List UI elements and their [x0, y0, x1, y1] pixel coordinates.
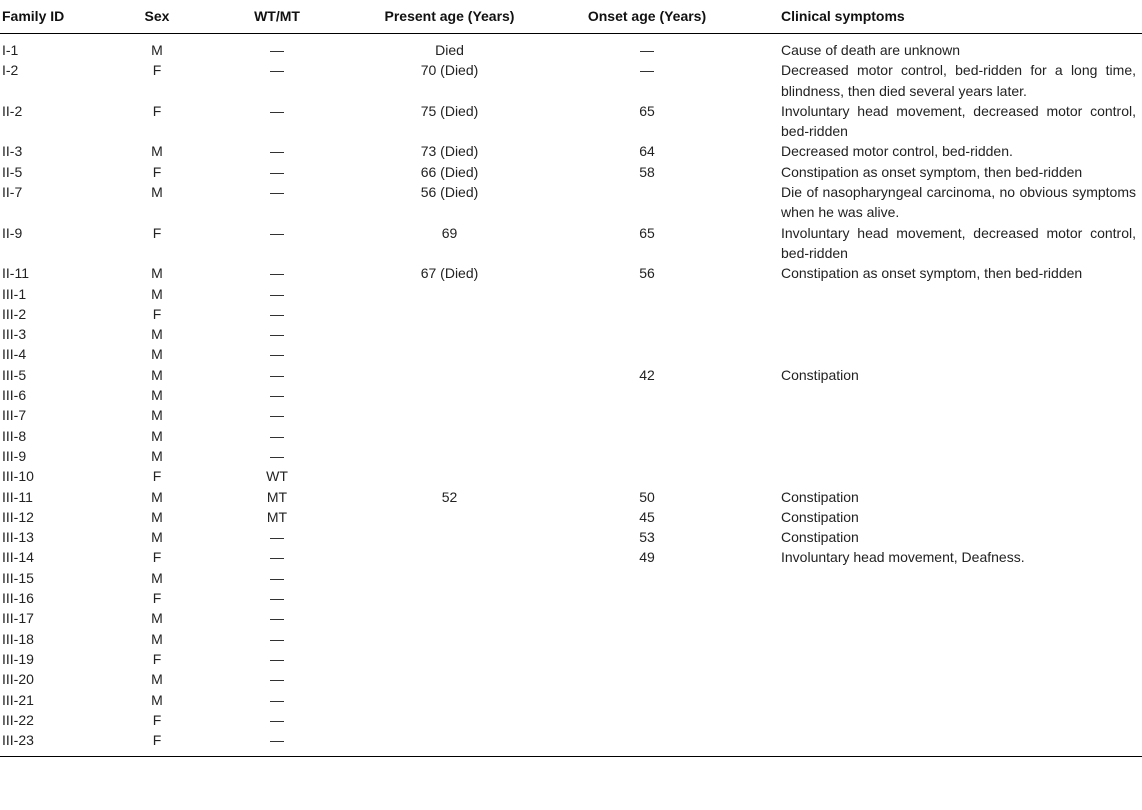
cell-present-age: 56 (Died) [420, 184, 479, 201]
cell-onset-age: 49 [639, 549, 655, 566]
table-row [0, 730, 1142, 757]
cell-sex: M [151, 285, 163, 302]
header-sex: Sex [112, 0, 202, 34]
cell-clinical-symptoms [747, 385, 1142, 405]
table-row [0, 547, 1142, 567]
cell-clinical-symptoms [747, 405, 1142, 425]
table-row [0, 669, 1142, 689]
cell-sex: F [152, 468, 162, 485]
header-wt-mt: WT/MT [202, 0, 352, 34]
cell-family-id: III-18 [2, 630, 34, 647]
table-row [0, 405, 1142, 425]
cell-sex: M [151, 529, 163, 546]
cell-family-id: II-3 [2, 143, 23, 160]
cell-sex: M [151, 447, 163, 464]
cell-family-id: III-16 [2, 590, 34, 607]
cell-onset-age [547, 446, 747, 466]
cell-onset-age: 58 [639, 163, 655, 180]
cell-sex: M [151, 488, 163, 505]
table-row [0, 365, 1142, 385]
cell-present-age [352, 547, 547, 567]
cell-wt-mt: — [270, 143, 284, 160]
cell-wt-mt: — [270, 407, 284, 424]
cell-family-id: III-21 [2, 691, 34, 708]
cell-wt-mt: MT [266, 488, 288, 505]
cell-clinical-symptoms [747, 669, 1142, 689]
cell-present-age: 75 (Died) [420, 102, 479, 119]
table-row [0, 324, 1142, 344]
cell-family-id: III-12 [2, 508, 34, 525]
cell-clinical-symptoms [747, 304, 1142, 324]
cell-clinical-symptoms [747, 324, 1142, 344]
cell-onset-age [547, 405, 747, 425]
cell-wt-mt: — [270, 691, 284, 708]
cell-family-id: III-17 [2, 610, 34, 627]
cell-family-id: III-2 [2, 305, 27, 322]
cell-sex: M [151, 671, 163, 688]
cell-sex: F [152, 224, 162, 241]
cell-onset-age: 65 [639, 224, 655, 241]
cell-present-age [352, 365, 547, 385]
cell-clinical-symptoms: Constipation [781, 508, 859, 525]
cell-family-id: III-6 [2, 387, 27, 404]
cell-present-age: 52 [441, 488, 458, 505]
cell-onset-age [547, 385, 747, 405]
cell-onset-age [547, 426, 747, 446]
cell-sex: M [151, 42, 163, 58]
table-row [0, 710, 1142, 730]
cell-family-id: III-7 [2, 407, 27, 424]
table-row [0, 34, 1142, 61]
cell-family-id: III-13 [2, 529, 34, 546]
cell-onset-age [547, 182, 747, 223]
cell-clinical-symptoms [747, 284, 1142, 304]
cell-wt-mt: WT [266, 468, 288, 485]
cell-clinical-symptoms [747, 608, 1142, 628]
table-row [0, 487, 1142, 507]
table-row [0, 223, 1142, 264]
table-body [0, 34, 1142, 757]
cell-clinical-symptoms: Constipation as onset symptom, then bed-ridden [781, 265, 1083, 282]
header-onset-age: Onset age (Years) [547, 0, 747, 34]
cell-family-id: III-23 [0, 730, 112, 757]
cell-wt-mt: — [270, 569, 284, 586]
cell-family-id: III-1 [2, 285, 27, 302]
cell-sex: F [152, 102, 162, 119]
cell-present-age: 73 (Died) [420, 143, 479, 160]
cell-family-id: III-14 [2, 549, 34, 566]
cell-wt-mt: — [270, 224, 284, 241]
cell-sex: M [151, 630, 163, 647]
cell-present-age: 67 (Died) [420, 265, 479, 282]
cell-wt-mt: — [270, 549, 284, 566]
cell-sex: M [151, 143, 163, 160]
cell-present-age [352, 669, 547, 689]
cell-clinical-symptoms: Involuntary head movement, decreased motor control, bed-ridden [781, 224, 1136, 261]
cell-wt-mt: — [270, 387, 284, 404]
cell-wt-mt: — [270, 630, 284, 647]
cell-clinical-symptoms [747, 588, 1142, 608]
cell-family-id: II-2 [2, 102, 23, 119]
cell-family-id: II-9 [2, 224, 23, 241]
cell-family-id: II-5 [2, 163, 23, 180]
cell-present-age [352, 466, 547, 486]
cell-onset-age [547, 324, 747, 344]
cell-sex: F [152, 305, 162, 322]
cell-present-age [352, 568, 547, 588]
cell-present-age [352, 405, 547, 425]
cell-wt-mt: — [270, 366, 284, 383]
cell-present-age [352, 304, 547, 324]
table-row [0, 141, 1142, 161]
cell-clinical-symptoms [747, 710, 1142, 730]
cell-sex: M [151, 326, 163, 343]
cell-sex: M [151, 387, 163, 404]
table-row [0, 608, 1142, 628]
cell-clinical-symptoms [747, 446, 1142, 466]
cell-present-age [352, 507, 547, 527]
cell-sex: M [151, 427, 163, 444]
cell-clinical-symptoms [747, 466, 1142, 486]
cell-family-id: III-8 [2, 427, 27, 444]
cell-wt-mt: — [270, 265, 284, 282]
cell-clinical-symptoms [747, 730, 1142, 757]
table-row [0, 629, 1142, 649]
cell-present-age [352, 284, 547, 304]
cell-clinical-symptoms: Involuntary head movement, decreased motor control, bed-ridden [781, 102, 1136, 140]
cell-sex: M [151, 407, 163, 424]
cell-sex: F [152, 62, 162, 79]
cell-present-age: 66 (Died) [420, 163, 479, 180]
cell-sex: M [151, 184, 163, 201]
cell-present-age [352, 730, 547, 757]
cell-sex: M [151, 346, 163, 363]
cell-clinical-symptoms: Constipation as onset symptom, then bed-ridden [781, 163, 1083, 180]
cell-clinical-symptoms [747, 344, 1142, 364]
table-row [0, 568, 1142, 588]
cell-sex: M [151, 508, 163, 525]
cell-family-id: II-7 [2, 184, 23, 201]
cell-sex: F [112, 730, 202, 757]
cell-present-age [352, 344, 547, 364]
cell-wt-mt: — [270, 102, 284, 119]
cell-wt-mt: — [270, 305, 284, 322]
cell-onset-age [547, 649, 747, 669]
table-row [0, 588, 1142, 608]
table-row [0, 466, 1142, 486]
cell-onset-age: 53 [639, 529, 655, 546]
cell-present-age [352, 446, 547, 466]
cell-clinical-symptoms: Constipation [781, 488, 859, 505]
cell-clinical-symptoms [747, 629, 1142, 649]
cell-clinical-symptoms: Die of nasopharyngeal carcinoma, no obvious symptoms when he was alive. [781, 184, 1136, 221]
table-row [0, 304, 1142, 324]
cell-sex: F [152, 590, 162, 607]
cell-wt-mt: — [270, 62, 284, 79]
cell-present-age [352, 629, 547, 649]
cell-wt-mt: — [270, 671, 284, 688]
cell-wt-mt: MT [266, 508, 288, 525]
cell-sex: F [152, 711, 162, 728]
cell-wt-mt: — [270, 590, 284, 607]
cell-present-age [352, 690, 547, 710]
cell-present-age: 70 (Died) [420, 62, 479, 79]
cell-present-age [352, 324, 547, 344]
cell-sex: F [152, 163, 162, 180]
cell-wt-mt: — [270, 285, 284, 302]
cell-onset-age: 64 [639, 143, 655, 160]
cell-wt-mt: — [270, 326, 284, 343]
table-row [0, 284, 1142, 304]
table-row [0, 426, 1142, 446]
cell-family-id: III-5 [2, 366, 27, 383]
cell-onset-age [547, 568, 747, 588]
cell-clinical-symptoms [747, 426, 1142, 446]
cell-wt-mt: — [270, 447, 284, 464]
cell-clinical-symptoms: Decreased motor control, bed-ridden for a long time, blindness, then died several years later. [781, 62, 1136, 99]
cell-sex: F [152, 650, 162, 667]
cell-sex: M [151, 691, 163, 708]
cell-wt-mt: — [270, 711, 284, 728]
cell-clinical-symptoms: Cause of death are unknown [781, 42, 961, 58]
cell-onset-age [547, 344, 747, 364]
cell-sex: M [151, 610, 163, 627]
cell-onset-age: — [640, 62, 654, 79]
header-present-age: Present age (Years) [352, 0, 547, 34]
table-row [0, 101, 1142, 142]
table-row [0, 446, 1142, 466]
cell-wt-mt: — [270, 184, 284, 201]
cell-clinical-symptoms [747, 690, 1142, 710]
cell-present-age [352, 426, 547, 446]
cell-onset-age [547, 466, 747, 486]
cell-clinical-symptoms: Decreased motor control, bed-ridden. [781, 143, 1013, 160]
cell-onset-age [547, 304, 747, 324]
cell-onset-age: 65 [639, 102, 655, 119]
cell-family-id: I-1 [2, 42, 19, 58]
cell-onset-age [547, 588, 747, 608]
table-row [0, 385, 1142, 405]
cell-sex: M [151, 265, 163, 282]
cell-onset-age [547, 608, 747, 628]
table-row [0, 182, 1142, 223]
cell-clinical-symptoms: Involuntary head movement, Deafness. [781, 549, 1025, 566]
cell-present-age: Died [435, 42, 464, 58]
header-row [0, 0, 1142, 34]
cell-onset-age [547, 284, 747, 304]
cell-family-id: III-4 [2, 346, 27, 363]
cell-onset-age: 50 [639, 488, 655, 505]
cell-onset-age: 45 [639, 508, 655, 525]
cell-family-id: III-19 [2, 650, 34, 667]
table-row [0, 507, 1142, 527]
cell-family-id: III-15 [2, 569, 34, 586]
cell-present-age [352, 527, 547, 547]
cell-family-id: III-3 [2, 326, 27, 343]
cell-family-id: I-2 [2, 62, 19, 79]
cell-present-age [352, 649, 547, 669]
table-row [0, 263, 1142, 283]
cell-onset-age [547, 730, 747, 757]
cell-family-id: III-10 [2, 468, 34, 485]
cell-family-id: III-20 [2, 671, 34, 688]
table-row [0, 162, 1142, 182]
cell-wt-mt: — [202, 730, 352, 757]
cell-family-id: III-11 [2, 488, 33, 505]
cell-present-age [352, 385, 547, 405]
cell-onset-age [547, 690, 747, 710]
cell-present-age: 69 [441, 224, 458, 241]
cell-wt-mt: — [270, 346, 284, 363]
cell-present-age [352, 710, 547, 730]
cell-onset-age [547, 710, 747, 730]
cell-onset-age [547, 669, 747, 689]
cell-wt-mt: — [270, 427, 284, 444]
cell-clinical-symptoms: Constipation [781, 366, 859, 383]
cell-onset-age [547, 629, 747, 649]
cell-sex: M [151, 569, 163, 586]
cell-present-age [352, 608, 547, 628]
cell-onset-age: 56 [639, 265, 655, 282]
table-row [0, 690, 1142, 710]
header-family-id: Family ID [0, 0, 112, 34]
table-row [0, 60, 1142, 101]
cell-family-id: II-11 [2, 265, 29, 282]
cell-family-id: III-22 [2, 711, 34, 728]
cell-sex: F [152, 549, 162, 566]
cell-sex: M [151, 366, 163, 383]
table-header [0, 0, 1142, 34]
cell-wt-mt: — [270, 529, 284, 546]
cell-clinical-symptoms [747, 649, 1142, 669]
table-row [0, 649, 1142, 669]
cell-clinical-symptoms [747, 568, 1142, 588]
cell-onset-age: 42 [639, 366, 655, 383]
table-row [0, 344, 1142, 364]
table-row [0, 527, 1142, 547]
cell-wt-mt: — [270, 163, 284, 180]
cell-wt-mt: — [270, 650, 284, 667]
cell-onset-age: — [640, 42, 654, 58]
cell-clinical-symptoms: Constipation [781, 529, 859, 546]
cell-wt-mt: — [270, 42, 284, 58]
cell-wt-mt: — [270, 610, 284, 627]
cell-present-age [352, 588, 547, 608]
header-clinical-symptoms: Clinical symptoms [747, 0, 1142, 34]
cell-family-id: III-9 [2, 447, 27, 464]
